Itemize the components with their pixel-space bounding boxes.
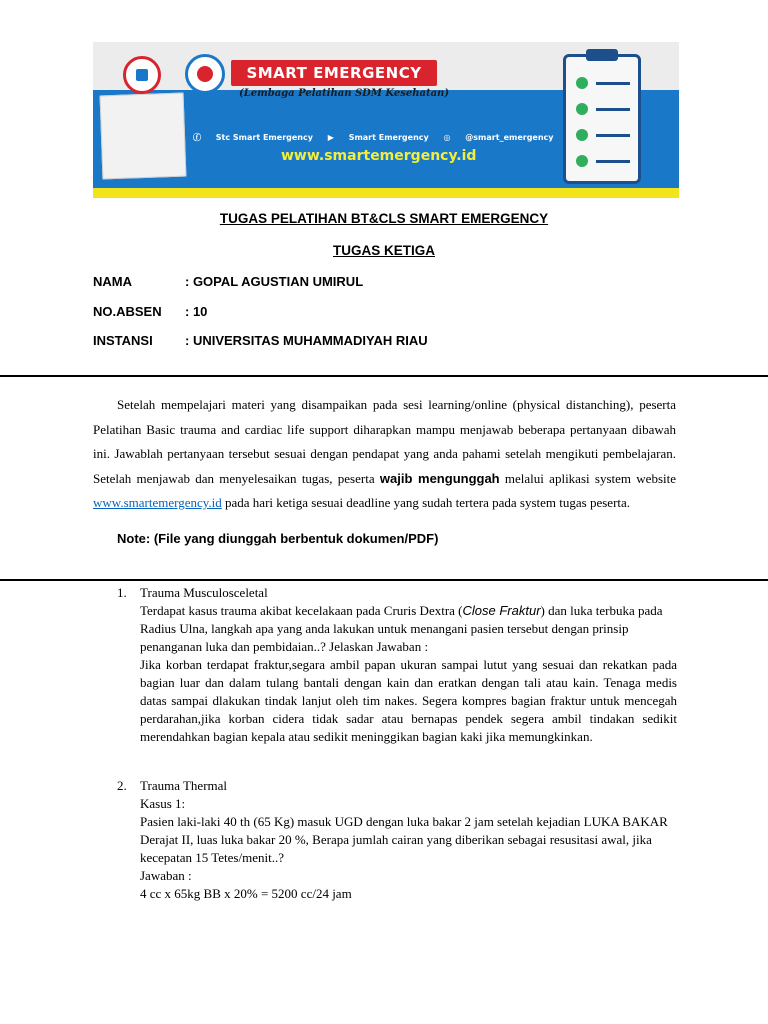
intro-text: pada hari ketiga sesuai deadline yang sudah tertera pada system tugas peserta. [221, 495, 631, 510]
identity-value: : UNIVERSITAS MUHAMMADIYAH RIAU [185, 333, 428, 348]
torn-paper-graphic [100, 93, 187, 180]
divider [0, 579, 768, 581]
identity-value: : GOPAL AGUSTIAN UMIRUL [185, 274, 364, 289]
identity-key: NO.ABSEN [93, 304, 162, 319]
clipboard-line [596, 108, 630, 111]
identity-key: NAMA [93, 274, 132, 289]
social-links [193, 132, 563, 143]
check-icon [576, 129, 588, 141]
upload-note: Note: (File yang diunggah berbentuk dokumen/PDF) [117, 531, 439, 546]
intro-text: melalui aplikasi system website [499, 470, 676, 486]
banner-yellow-stripe [93, 188, 679, 198]
instagram-icon: ◎ [443, 133, 451, 142]
document-title: TUGAS PELATIHAN BT&CLS SMART EMERGENCY [219, 211, 549, 226]
question-case [140, 602, 677, 656]
question-jawaban: Jawaban : [140, 868, 192, 883]
question-kasus: Kasus 1: [140, 796, 186, 811]
clipboard-line [596, 82, 630, 85]
question-text: Pasien laki-laki 40 th (65 Kg) masuk UGD dengan luka bakar 2 jam setelah kejadian LUKA BAKAR Derajat II, luas luka bakar 20 %, Berapa jumlah cairan yang diberikan sebagai resusitasi awal, jika kecepatan 15 Tetes/menit..? [140, 814, 668, 865]
question-answer: Jika korban terdapat fraktur,segara ambil papan ukuran sampai lutut yang sesuai dan rekatkan pada bagian luar dan dalam tulang bantali dengan kain dan eratkan dengan tali atau kain. Tenaga medis datas sampai dlakukan tindak lanjut oleh tim nakes. Segera kompres bagian fraktur untuk mencegah perdarahan,jika korban cidera tidak sadar atau bernapas pendek segera ambil tindakan sedikit merendahkan bagian kepala atau sedikit meninggikan bagian kaki jika memungkinkan. [140, 657, 677, 744]
question-formula: 4 cc x 65kg BB x 20% = 5200 cc/24 jam [140, 886, 352, 901]
clipboard-line [596, 160, 630, 163]
banner-title-bar [231, 60, 437, 86]
facebook-icon: ⓕ [193, 133, 201, 142]
case-text: ) dan luka terbuka pada Radius Ulna, langkah apa yang anda lakukan untuk menangani pasien tersebut dengan prinsip penanganan luka dan pembidaian..? Jelaskan Jawaban : [140, 603, 663, 654]
organization-logo-icon [123, 56, 161, 94]
check-icon [576, 77, 588, 89]
clipboard-icon [563, 54, 641, 184]
identity-value: : 10 [185, 304, 208, 319]
case-text: Terdapat kasus trauma akibat kecelakaan pada Cruris Dextra ( [140, 603, 463, 618]
question-title: Trauma Thermal [140, 778, 228, 793]
intro-bold: wajib mengunggah [379, 470, 500, 486]
intro-text: Setelah mempelajari materi yang disampaikan pada sesi learning/online (physical distanching), peserta Pelatihan Basic trauma and cardiac life support diharapkan mampu menjawab beberapa pertanyaan dibawah ini. Jawablah pertanyaan tersebut sesuai dengan pendapat yang anda pahami setelah mengikuti pembelajaran. Setelah menjawab dan menyelesaikan tugas, peserta [93, 397, 676, 486]
header-banner [93, 42, 679, 198]
question-number: 1. [117, 585, 127, 600]
question-body [140, 584, 677, 746]
banner-title: SMART EMERGENCY [246, 64, 422, 82]
question-number: 2. [117, 778, 127, 793]
website-link[interactable]: www.smartemergency.id [93, 495, 222, 510]
smart-logo-icon [185, 54, 225, 94]
instructions-paragraph [93, 393, 676, 516]
identity-key: INSTANSI [93, 333, 153, 348]
check-icon [576, 155, 588, 167]
document-subtitle: TUGAS KETIGA [332, 243, 435, 258]
divider [0, 375, 768, 377]
clipboard-line [596, 134, 630, 137]
case-italic: Close Fraktur [462, 603, 541, 618]
check-icon [576, 103, 588, 115]
question-body [140, 777, 677, 903]
banner-website: www.smartemergency.id [281, 148, 477, 164]
social-facebook: Stc Smart Emergency [215, 133, 313, 142]
banner-subtitle: (Lembaga Pelatihan SDM Kesehatan) [239, 88, 450, 99]
social-instagram: @smart_emergency [465, 133, 554, 142]
youtube-icon: ▶ [327, 133, 334, 142]
social-youtube: Smart Emergency [348, 133, 429, 142]
question-title: Trauma Musculosceletal [140, 585, 268, 600]
